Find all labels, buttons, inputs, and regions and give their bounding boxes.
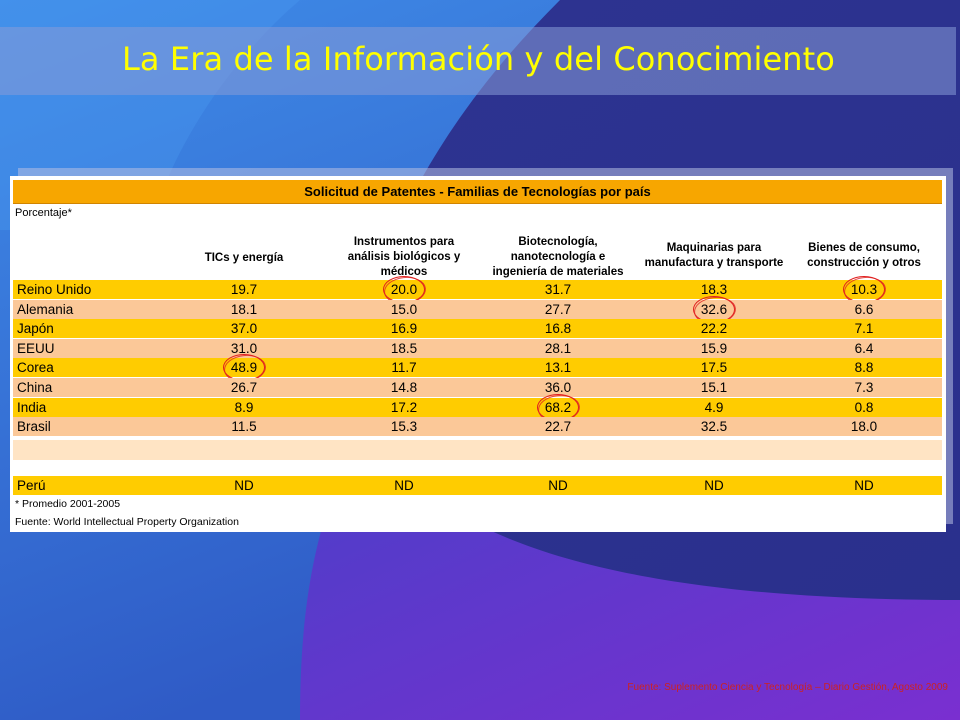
table-cell: 32.5 — [700, 419, 728, 435]
table-cell: 22.2 — [700, 321, 728, 337]
table-cell: 7.1 — [854, 321, 874, 337]
table-cell: ND — [548, 478, 568, 493]
table-cell: 13.1 — [544, 360, 572, 376]
column-header-line: Instrumentos para — [353, 236, 455, 248]
table-cell — [188, 358, 300, 377]
column-header — [638, 226, 790, 280]
table-cell — [478, 398, 638, 417]
table-cell: 15.1 — [700, 380, 728, 395]
column-header-line: Biotecnología, — [518, 236, 598, 248]
table-cell: 16.9 — [390, 321, 418, 337]
table-cell: 18.1 — [230, 301, 258, 317]
table-row — [13, 319, 942, 338]
table-row — [13, 417, 942, 436]
country-name: EEUU — [17, 340, 55, 356]
highlight-circle: 10.3 — [847, 280, 881, 299]
footer-source: Fuente: Suplemento Ciencia y Tecnología – Diario Gestión, Agosto 2009 — [627, 682, 948, 693]
table-cell: ND — [704, 478, 724, 493]
table-cell: 6.4 — [854, 340, 874, 356]
table-cell: 14.8 — [390, 380, 418, 395]
table-cell: 19.7 — [230, 282, 258, 297]
table-cell: ND — [394, 478, 414, 493]
table-cell: 8.9 — [234, 399, 254, 415]
table-cell: 18.0 — [850, 419, 878, 435]
table-cell: 28.1 — [544, 340, 572, 356]
country-name: Japón — [17, 321, 54, 337]
table-cell: 37.0 — [230, 321, 258, 337]
column-header — [188, 226, 300, 280]
column-header — [478, 226, 638, 280]
unit-label: Porcentaje* — [15, 207, 72, 219]
country-name: Alemania — [17, 301, 74, 317]
country-name: Corea — [17, 360, 54, 376]
highlight-circle: 68.2 — [541, 398, 575, 417]
slide-title: La Era de la Información y del Conocimiento — [122, 40, 835, 78]
table-cell: 11.5 — [231, 419, 257, 435]
table-cell: 17.5 — [700, 360, 728, 376]
column-header-line: Maquinarias para — [666, 242, 762, 254]
table-cell: 15.3 — [390, 419, 418, 435]
table-cell: ND — [854, 478, 874, 493]
country-name: India — [17, 399, 47, 415]
column-header — [790, 226, 938, 280]
table-row — [13, 378, 942, 397]
table-cell: 4.9 — [704, 399, 724, 415]
table-cell: 36.0 — [544, 380, 572, 395]
table-row — [13, 339, 942, 358]
country-name: China — [17, 380, 53, 395]
table-cell: 7.3 — [854, 380, 874, 395]
column-header-line: ingeniería de materiales — [492, 266, 624, 278]
patent-table — [10, 176, 946, 532]
column-header-line: nanotecnología e — [510, 251, 606, 263]
table-cell: 15.9 — [700, 340, 728, 356]
country-name: Reino Unido — [17, 282, 92, 297]
column-header — [330, 226, 478, 280]
column-header-line: análisis biológicos y — [347, 251, 461, 263]
table-cell: 26.7 — [230, 380, 258, 395]
column-header-line: construcción y otros — [807, 257, 921, 269]
table-cell: 0.8 — [854, 399, 874, 415]
table-cell: 15.0 — [390, 301, 418, 317]
table-note: * Promedio 2001-2005 — [15, 498, 121, 510]
table-row — [13, 358, 942, 377]
table-cell: 22.7 — [544, 419, 572, 435]
table-cell — [638, 300, 790, 319]
column-header-line: médicos — [380, 266, 428, 278]
table-cell: ND — [234, 478, 254, 493]
column-header-line: Bienes de consumo, — [808, 242, 920, 254]
highlight-circle: 32.6 — [697, 300, 731, 319]
table-cell: 31.7 — [544, 282, 572, 297]
table-row — [13, 280, 942, 299]
table-cell: 11.7 — [391, 360, 417, 376]
column-header-line: manufactura y transporte — [644, 257, 784, 269]
table-cell: 16.8 — [544, 321, 572, 337]
table-cell: 8.8 — [854, 360, 874, 376]
table-row — [13, 300, 942, 319]
table-cell: 18.5 — [390, 340, 418, 356]
highlight-circle: 48.9 — [227, 358, 261, 377]
table-cell — [330, 280, 478, 299]
table-row — [13, 398, 942, 417]
column-header-line: TICs y energía — [204, 251, 284, 264]
table-cell: 31.0 — [230, 340, 258, 356]
country-name: Brasil — [17, 419, 51, 435]
table-cell — [790, 280, 938, 299]
country-name: Perú — [17, 478, 46, 493]
blank-row — [13, 440, 942, 460]
table-source: Fuente: World Intellectual Property Organization — [15, 516, 239, 528]
table-cell: 6.6 — [854, 301, 874, 317]
highlight-circle: 20.0 — [387, 280, 421, 299]
table-cell: 27.7 — [544, 301, 572, 317]
table-row-peru — [13, 476, 942, 495]
table-title: Solicitud de Patentes - Familias de Tecnologías por país — [13, 180, 942, 204]
table-cell: 18.3 — [700, 282, 728, 297]
table-cell: 17.2 — [390, 399, 418, 415]
